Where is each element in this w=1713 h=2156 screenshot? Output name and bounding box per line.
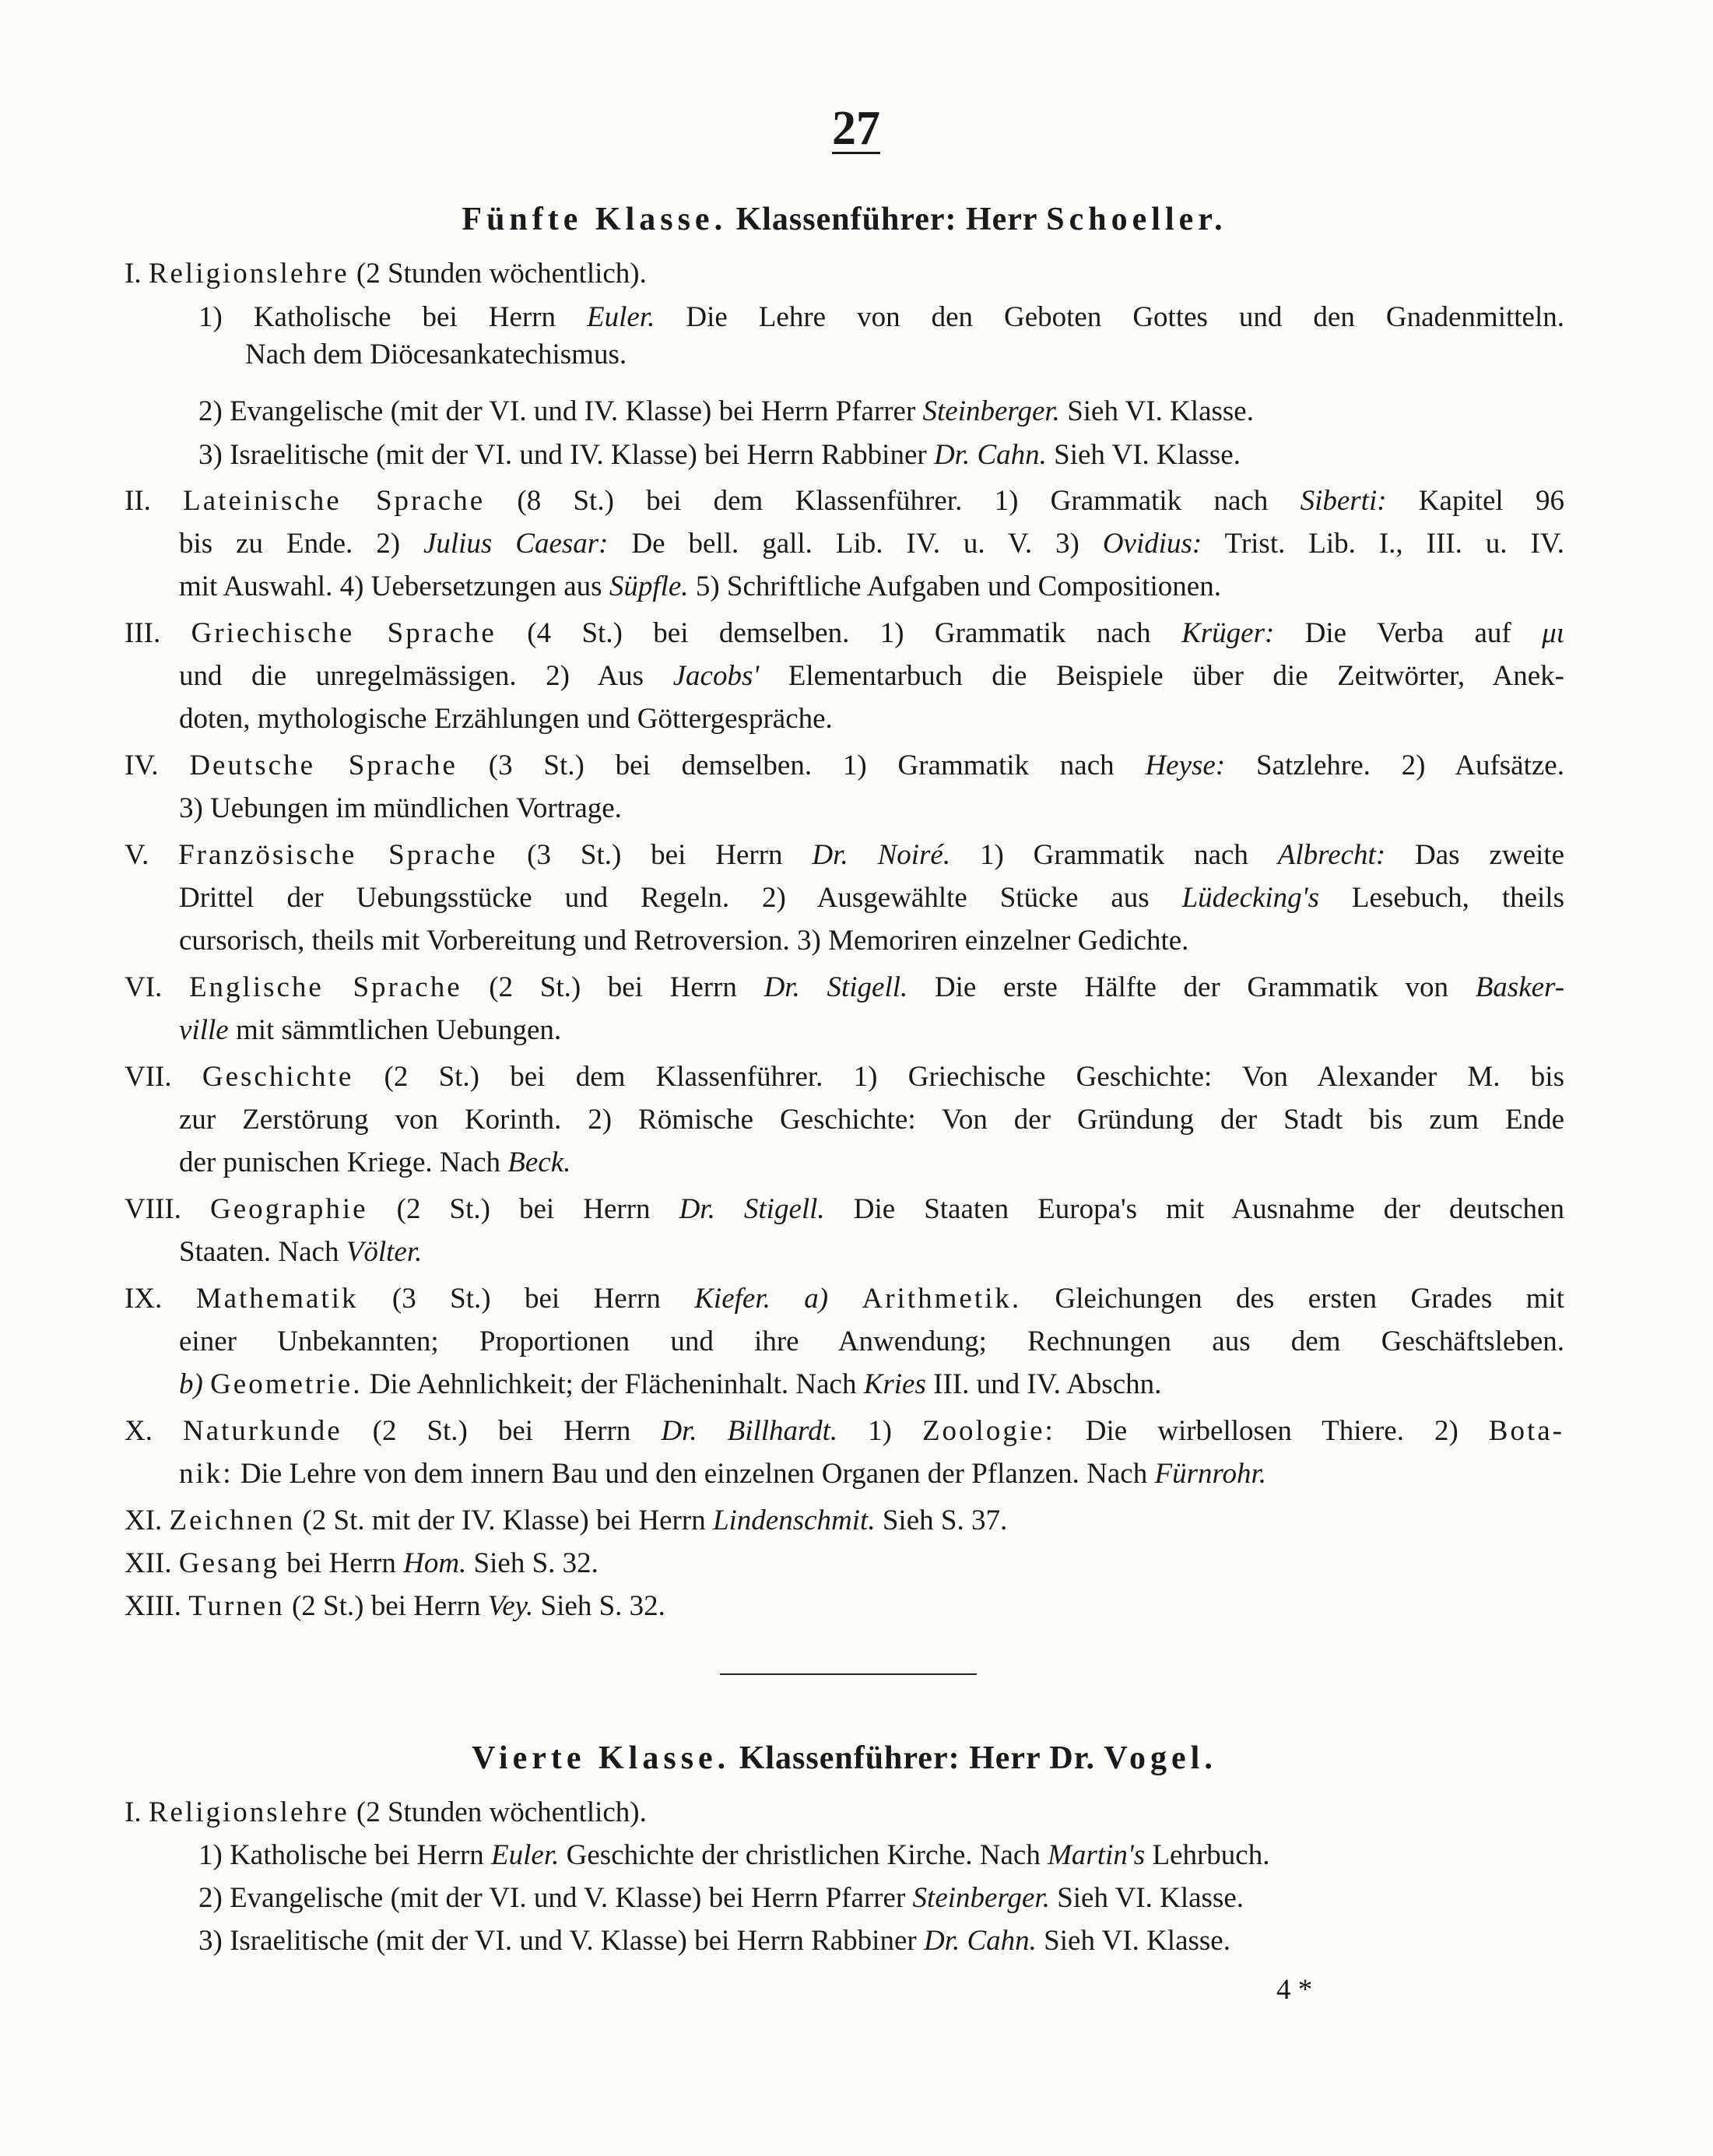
text-line: 1) Katholische bei Herrn Euler. Geschichte der christlichen Kirche. Nach Martin's Lehrbuch.: [198, 1839, 1270, 1871]
item-numeral: VI.: [125, 971, 189, 1003]
text-line: XI. Zeichnen (2 St. mit der IV. Klasse) bei Herrn Lindenschmit. Sieh S. 37.: [125, 1505, 1008, 1536]
section-heading-fourth-class: [125, 1740, 1564, 1777]
item-numeral: II.: [125, 485, 184, 517]
text-line: Drittel der Uebungsstücke und Regeln. 2) Ausgewählte Stücke aus Lüdecking's Lesebuch, theils: [179, 882, 1564, 914]
text-line: 3) Israelitische (mit der VI. und IV. Klasse) bei Herrn Rabbiner Dr. Cahn. Sieh VI. Klasse.: [198, 439, 1241, 471]
text-line: nik: Die Lehre von dem innern Bau und den einzelnen Organen der Pflanzen. Nach Fürnrohr.: [179, 1458, 1267, 1490]
text-line: 3) Uebungen im mündlichen Vortrage.: [179, 792, 622, 824]
section-heading-fifth-class: [125, 201, 1564, 238]
subject-name: Naturkunde: [182, 1415, 342, 1447]
subject-name: Religionslehre: [148, 1796, 349, 1828]
item-numeral: VIII.: [125, 1193, 210, 1225]
text-line: 3) Israelitische (mit der VI. und V. Klasse) bei Herrn Rabbiner Dr. Cahn. Sieh VI. Klasse.: [198, 1925, 1230, 1957]
text-line: I. Religionslehre (2 Stunden wöchentlich).: [125, 258, 647, 290]
item-numeral: X.: [125, 1415, 183, 1447]
heading-class-name: Fünfte Klasse.: [462, 202, 728, 237]
text-line: doten, mythologische Erzählungen und Göttergespräche.: [179, 703, 833, 735]
subject-name: Griechische Sprache: [191, 617, 497, 649]
teacher-name: Euler.: [491, 1839, 560, 1871]
text-line: der punischen Kriege. Nach Beck.: [179, 1146, 571, 1178]
subject-name: Religionslehre: [148, 258, 349, 290]
item-numeral: IX.: [125, 1283, 196, 1315]
heading-leader-label: Klassenführer: Herr Dr.: [739, 1740, 1096, 1776]
item-numeral: XII.: [125, 1547, 179, 1579]
text-line: einer Unbekannten; Proportionen und ihre Anwendung; Rechnungen aus dem Geschäftsleben.: [179, 1326, 1564, 1357]
text-line: 2) Evangelische (mit der VI. und V. Klasse) bei Herrn Pfarrer Steinberger. Sieh VI. Klasse.: [198, 1882, 1244, 1914]
item-numeral: I.: [125, 258, 142, 290]
text-line: VII. Geschichte (2 St.) bei dem Klassenführer. 1) Griechische Geschichte: Von Alexander M. bis: [125, 1061, 1564, 1093]
text-line: 2) Evangelische (mit der VI. und IV. Klasse) bei Herrn Pfarrer Steinberger. Sieh VI. Klasse.: [198, 395, 1254, 427]
item-numeral: V.: [125, 839, 179, 871]
heading-class-name: Vierte Klasse.: [472, 1740, 731, 1776]
subject-name: Französische Sprache: [178, 839, 498, 871]
item-numeral: I.: [125, 1796, 149, 1828]
text-line: IV. Deutsche Sprache (3 St.) bei demselben. 1) Grammatik nach Heyse: Satzlehre. 2) Aufsätze.: [125, 750, 1564, 781]
subject-name: Geographie: [209, 1193, 368, 1225]
teacher-name: Dr. Cahn.: [933, 439, 1047, 471]
text-line: XIII. Turnen (2 St.) bei Herrn Vey. Sieh S. 32.: [125, 1590, 665, 1622]
text-line: zur Zerstörung von Korinth. 2) Römische Geschichte: Von der Gründung der Stadt bis zum Ende: [179, 1104, 1564, 1136]
subject-name: Turnen: [188, 1590, 285, 1622]
subject-name: Geschichte: [202, 1061, 354, 1093]
text-line: IX. Mathematik (3 St.) bei Herrn Kiefer. a) Arithmetik. Gleichungen des ersten Grades mit: [125, 1283, 1564, 1315]
text-line: II. Lateinische Sprache (8 St.) bei dem Klassenführer. 1) Grammatik nach Siberti: Kapitel 96: [125, 485, 1564, 517]
text-line: und die unregelmässigen. 2) Aus Jacobs' Elementarbuch die Beispiele über die Zeitwörter, Anek-: [179, 660, 1565, 692]
text-line: mit Auswahl. 4) Uebersetzungen aus Süpfle. 5) Schriftliche Aufgaben und Compositionen.: [179, 571, 1221, 602]
text-line: Staaten. Nach Völter.: [179, 1236, 423, 1268]
subject-name: Lateinische Sprache: [183, 485, 486, 517]
subject-name: Deutsche Sprache: [189, 750, 458, 781]
text-line: bis zu Ende. 2) Julius Caesar: De bell. gall. Lib. IV. u. V. 3) Ovidius: Trist. Lib. I., III. u. IV.: [179, 528, 1564, 560]
item-numeral: XI.: [125, 1505, 170, 1536]
text-line: V. Französische Sprache (3 St.) bei Herrn Dr. Noiré. 1) Grammatik nach Albrecht: Das zweite: [125, 839, 1564, 871]
signature-mark: 4 *: [1276, 1974, 1313, 2006]
subject-name: Mathematik: [195, 1283, 359, 1315]
teacher-name: Dr. Cahn.: [923, 1925, 1037, 1957]
subject-name: Zeichnen: [169, 1505, 296, 1536]
text-line: Nach dem Diöcesankatechismus.: [245, 339, 627, 370]
text-line: VIII. Geographie (2 St.) bei Herrn Dr. Stigell. Die Staaten Europa's mit Ausnahme der deutschen: [125, 1193, 1564, 1225]
text-line: XII. Gesang bei Herrn Hom. Sieh S. 32.: [125, 1547, 598, 1579]
page-number: 27: [832, 102, 880, 155]
text-line: cursorisch, theils mit Vorbereitung und Retroversion. 3) Memoriren einzelner Gedichte.: [179, 925, 1189, 957]
text-line: III. Griechische Sprache (4 St.) bei demselben. 1) Grammatik nach Krüger: Die Verba auf μι: [125, 617, 1564, 649]
heading-leader-label: Klassenführer: Herr: [735, 202, 1037, 237]
item-numeral: IV.: [125, 750, 190, 781]
section-divider: [720, 1673, 977, 1675]
text-line: 1) Katholische bei Herrn Euler. Die Lehre von den Geboten Gottes und den Gnadenmitteln.: [198, 301, 1564, 333]
item-numeral: VII.: [125, 1061, 202, 1093]
subject-name: Gesang: [178, 1547, 279, 1579]
item-numeral: III.: [125, 617, 191, 649]
teacher-name: Steinberger.: [912, 1882, 1050, 1914]
text-line: VI. Englische Sprache (2 St.) bei Herrn Dr. Stigell. Die erste Hälfte der Grammatik von Basker-: [125, 971, 1565, 1003]
teacher-name: Steinberger.: [922, 395, 1060, 427]
heading-leader-name: Vogel.: [1104, 1740, 1217, 1776]
text-line: I. Religionslehre (2 Stunden wöchentlich).: [125, 1796, 647, 1828]
item-numeral: XIII.: [125, 1590, 189, 1622]
text-line: b) Geometrie. Die Aehnlichkeit; der Flächeninhalt. Nach Kries III. und IV. Abschn.: [179, 1368, 1162, 1400]
text-line: ville mit sämmtlichen Uebungen.: [179, 1014, 562, 1046]
text-line: X. Naturkunde (2 St.) bei Herrn Dr. Billhardt. 1) Zoologie: Die wirbellosen Thiere. 2) Bota-: [125, 1415, 1564, 1447]
teacher-name: Euler.: [587, 301, 655, 333]
heading-leader-name: Schoeller.: [1046, 202, 1227, 237]
subject-name: Englische Sprache: [188, 971, 462, 1003]
